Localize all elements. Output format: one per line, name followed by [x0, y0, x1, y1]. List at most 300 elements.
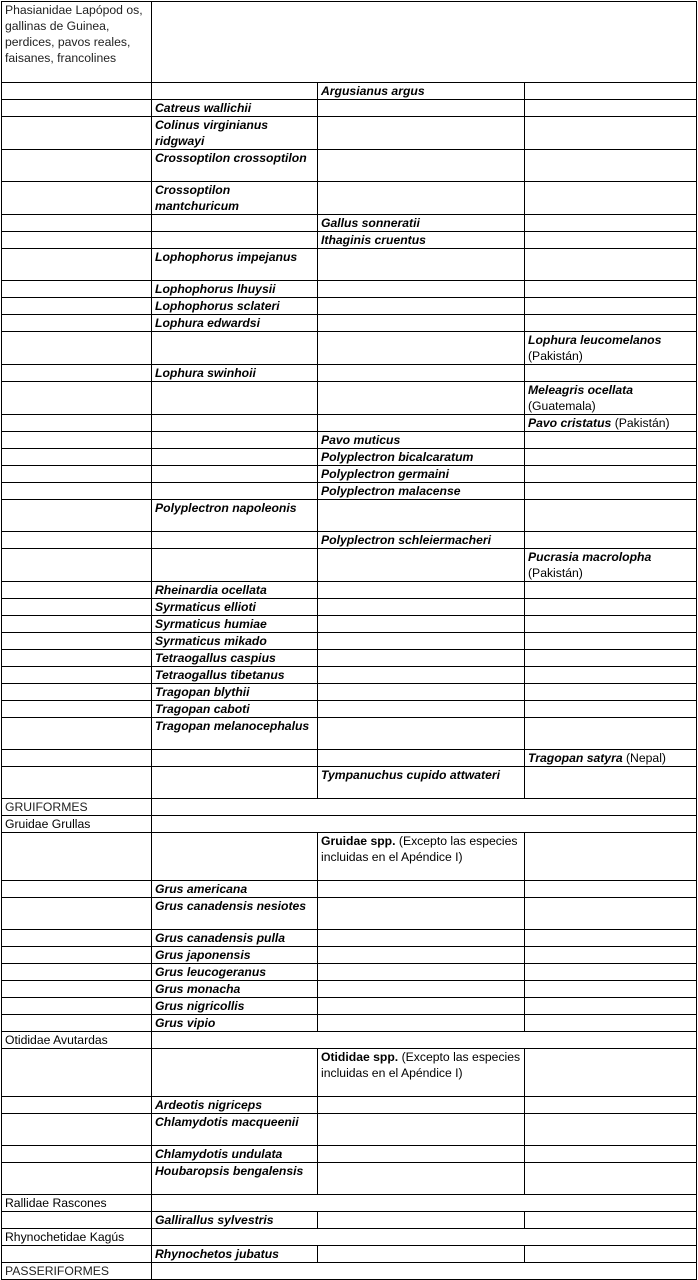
- empty-cell: [2, 701, 152, 718]
- empty-cell: [2, 281, 152, 298]
- species-name: Crossoptilon mantchuricum: [155, 183, 239, 213]
- empty-cell: [318, 718, 525, 750]
- empty-cell: [525, 1114, 697, 1146]
- species-name: Catreus wallichii: [155, 101, 252, 115]
- species-row: [2, 1049, 697, 1097]
- empty-cell: [525, 998, 697, 1015]
- species-name: Ardeotis nigriceps: [155, 1098, 263, 1112]
- species-row: [2, 549, 697, 582]
- empty-cell: [152, 549, 318, 582]
- empty-cell: [2, 1212, 152, 1229]
- species-name: Tragopan blythii: [155, 685, 250, 699]
- family-name: Rhynochetidae: [5, 1230, 87, 1244]
- species-row: [2, 182, 697, 215]
- family-common-name: Lapópod os, gallinas de Guinea, perdices, pavos reales, faisanes, francolines: [5, 3, 143, 65]
- empty-cell: [152, 449, 318, 466]
- empty-cell: [2, 332, 152, 365]
- empty-cell: [2, 947, 152, 964]
- family-common-name: Avutardas: [53, 1033, 108, 1047]
- species-name: Pavo muticus: [321, 433, 401, 447]
- empty-cell: [2, 981, 152, 998]
- empty-cell: [525, 881, 697, 898]
- empty-cell: [2, 898, 152, 930]
- species-name: Ithaginis cruentus: [321, 233, 426, 247]
- empty-cell: [318, 616, 525, 633]
- family-cell: [2, 816, 152, 833]
- empty-cell: [2, 667, 152, 684]
- family-cell: [2, 1195, 152, 1212]
- empty-cell: [318, 249, 525, 281]
- appendix-i-cell: [152, 701, 318, 718]
- species-note: (Excepto las especies incluidas en el Apéndice I): [321, 1050, 521, 1080]
- empty-cell: [2, 1015, 152, 1032]
- appendix-i-cell: [152, 998, 318, 1015]
- species-row: [2, 281, 697, 298]
- empty-cell: [318, 332, 525, 365]
- empty-cell: [2, 549, 152, 582]
- empty-cell: [318, 500, 525, 532]
- empty-cell: [152, 1032, 697, 1049]
- empty-cell: [525, 466, 697, 483]
- empty-cell: [525, 315, 697, 332]
- empty-cell: [152, 83, 318, 100]
- appendix-ii-cell: [318, 1049, 525, 1097]
- empty-cell: [318, 898, 525, 930]
- species-name: Grus leucogeranus: [155, 965, 267, 979]
- empty-cell: [318, 415, 525, 432]
- order-row: [2, 799, 697, 816]
- appendix-iii-cell: [525, 415, 697, 432]
- appendix-i-cell: [152, 100, 318, 117]
- species-name: Lophura leucomelanos: [528, 333, 662, 347]
- order-cell: PASSERIFORMES: [2, 1263, 152, 1280]
- species-name: Grus nigricollis: [155, 999, 245, 1013]
- empty-cell: [525, 1097, 697, 1114]
- species-row: [2, 100, 697, 117]
- family-name: Gruidae: [5, 817, 49, 831]
- empty-cell: [525, 833, 697, 881]
- species-row: [2, 532, 697, 549]
- empty-cell: [318, 633, 525, 650]
- family-name: Rallidae: [5, 1196, 50, 1210]
- species-note: (Nepal): [622, 751, 666, 765]
- empty-cell: [152, 532, 318, 549]
- appendix-i-cell: [152, 365, 318, 382]
- appendix-ii-cell: [318, 532, 525, 549]
- empty-cell: [2, 998, 152, 1015]
- empty-cell: [2, 616, 152, 633]
- appendix-i-cell: [152, 599, 318, 616]
- species-row: [2, 767, 697, 799]
- order-cell: GRUIFORMES: [2, 799, 152, 816]
- empty-cell: [525, 249, 697, 281]
- family-row: [2, 816, 697, 833]
- species-row: [2, 1114, 697, 1146]
- appendix-i-cell: [152, 1212, 318, 1229]
- species-row: [2, 650, 697, 667]
- appendix-i-cell: [152, 117, 318, 150]
- appendix-ii-cell: [318, 833, 525, 881]
- species-row: [2, 947, 697, 964]
- empty-cell: [152, 1049, 318, 1097]
- species-row: [2, 232, 697, 249]
- empty-cell: [318, 667, 525, 684]
- species-name: Syrmaticus mikado: [155, 634, 267, 648]
- empty-cell: [152, 833, 318, 881]
- empty-cell: [318, 1246, 525, 1263]
- empty-cell: [2, 432, 152, 449]
- empty-cell: [2, 415, 152, 432]
- empty-cell: [318, 1015, 525, 1032]
- empty-cell: [2, 1146, 152, 1163]
- empty-cell: [525, 684, 697, 701]
- empty-cell: [318, 930, 525, 947]
- species-name: Grus americana: [155, 882, 248, 896]
- empty-cell: [2, 298, 152, 315]
- species-name: Houbaropsis bengalensis: [155, 1164, 304, 1178]
- species-row: [2, 616, 697, 633]
- appendix-i-cell: [152, 1163, 318, 1195]
- empty-cell: [525, 117, 697, 150]
- empty-cell: [525, 1163, 697, 1195]
- family-row: [2, 2, 697, 83]
- empty-cell: [318, 684, 525, 701]
- family-cell: [2, 2, 152, 83]
- empty-cell: [2, 964, 152, 981]
- empty-cell: [525, 500, 697, 532]
- empty-cell: [525, 947, 697, 964]
- species-name: Grus monacha: [155, 982, 241, 996]
- empty-cell: [318, 582, 525, 599]
- empty-cell: [152, 1263, 697, 1280]
- species-row: [2, 881, 697, 898]
- empty-cell: [2, 500, 152, 532]
- appendix-i-cell: [152, 1015, 318, 1032]
- species-name: Lophophorus impejanus: [155, 250, 298, 264]
- empty-cell: [2, 150, 152, 182]
- empty-cell: [525, 930, 697, 947]
- species-name: Lophophorus lhuysii: [155, 282, 276, 296]
- empty-cell: [318, 701, 525, 718]
- species-name: Tragopan caboti: [155, 702, 250, 716]
- appendix-i-cell: [152, 947, 318, 964]
- family-common-name: Rascones: [52, 1196, 107, 1210]
- empty-cell: [318, 947, 525, 964]
- species-name: Polyplectron napoleonis: [155, 501, 297, 515]
- species-name: Syrmaticus ellioti: [155, 600, 256, 614]
- empty-cell: [318, 100, 525, 117]
- appendix-i-cell: [152, 650, 318, 667]
- species-name: Grus japonensis: [155, 948, 251, 962]
- species-row: [2, 1146, 697, 1163]
- empty-cell: [2, 315, 152, 332]
- empty-cell: [525, 532, 697, 549]
- empty-cell: [152, 767, 318, 799]
- species-name: Crossoptilon crossoptilon: [155, 151, 307, 165]
- species-name: Grus canadensis nesiotes: [155, 899, 307, 913]
- empty-cell: [2, 215, 152, 232]
- empty-cell: [318, 365, 525, 382]
- empty-cell: [318, 1146, 525, 1163]
- appendix-i-cell: [152, 898, 318, 930]
- empty-cell: [152, 415, 318, 432]
- empty-cell: [2, 1114, 152, 1146]
- family-name: Phasianidae: [5, 3, 73, 17]
- appendix-iii-cell: [525, 549, 697, 582]
- family-common-name: Grullas: [51, 817, 91, 831]
- empty-cell: [525, 1212, 697, 1229]
- empty-cell: [152, 232, 318, 249]
- empty-cell: [525, 100, 697, 117]
- appendix-i-cell: [152, 1146, 318, 1163]
- empty-cell: [2, 930, 152, 947]
- empty-cell: [2, 599, 152, 616]
- species-name: Lophura edwardsi: [155, 316, 260, 330]
- species-name: Tetraogallus caspius: [155, 651, 276, 665]
- appendix-i-cell: [152, 881, 318, 898]
- species-row: [2, 415, 697, 432]
- species-row: [2, 701, 697, 718]
- empty-cell: [525, 582, 697, 599]
- species-row: [2, 382, 697, 415]
- species-row: [2, 1246, 697, 1263]
- species-name: Grus vipio: [155, 1016, 216, 1030]
- empty-cell: [152, 382, 318, 415]
- species-name: Tympanuchus cupido attwateri: [321, 768, 500, 782]
- empty-cell: [525, 483, 697, 500]
- empty-cell: [525, 981, 697, 998]
- family-row: [2, 1195, 697, 1212]
- empty-cell: [2, 833, 152, 881]
- appendix-i-cell: [152, 1114, 318, 1146]
- higher-taxon-name: Gruidae spp.: [321, 834, 396, 848]
- species-name: Gallirallus sylvestris: [155, 1213, 274, 1227]
- empty-cell: [2, 232, 152, 249]
- species-row: [2, 500, 697, 532]
- empty-cell: [2, 100, 152, 117]
- empty-cell: [525, 1015, 697, 1032]
- empty-cell: [525, 767, 697, 799]
- family-name: Otididae: [5, 1033, 51, 1047]
- appendix-i-cell: [152, 150, 318, 182]
- family-row: [2, 1032, 697, 1049]
- empty-cell: [152, 466, 318, 483]
- species-name: Grus canadensis pulla: [155, 931, 286, 945]
- empty-cell: [152, 432, 318, 449]
- empty-cell: [318, 964, 525, 981]
- species-row: [2, 449, 697, 466]
- empty-cell: [152, 1195, 697, 1212]
- empty-cell: [2, 1163, 152, 1195]
- empty-cell: [2, 83, 152, 100]
- appendix-i-cell: [152, 616, 318, 633]
- species-row: [2, 898, 697, 930]
- species-name: Rheinardia ocellata: [155, 583, 267, 597]
- species-note: (Pakistán): [611, 416, 670, 430]
- empty-cell: [525, 232, 697, 249]
- empty-cell: [525, 1049, 697, 1097]
- empty-cell: [318, 1163, 525, 1195]
- empty-cell: [525, 667, 697, 684]
- appendix-i-cell: [152, 298, 318, 315]
- empty-cell: [2, 633, 152, 650]
- empty-cell: [318, 998, 525, 1015]
- empty-cell: [2, 684, 152, 701]
- empty-cell: [525, 281, 697, 298]
- empty-cell: [525, 432, 697, 449]
- empty-cell: [318, 1097, 525, 1114]
- empty-cell: [2, 582, 152, 599]
- appendix-ii-cell: [318, 449, 525, 466]
- appendix-iii-cell: [525, 332, 697, 365]
- empty-cell: [318, 182, 525, 215]
- order-row: [2, 1263, 697, 1280]
- species-row: [2, 684, 697, 701]
- family-cell: [2, 1229, 152, 1246]
- species-name: Gallus sonneratii: [321, 216, 420, 230]
- species-row: [2, 964, 697, 981]
- family-row: [2, 1229, 697, 1246]
- empty-cell: [525, 449, 697, 466]
- empty-cell: [152, 750, 318, 767]
- appendix-i-cell: [152, 315, 318, 332]
- empty-cell: [2, 881, 152, 898]
- empty-cell: [525, 1146, 697, 1163]
- species-name: Polyplectron schleiermacheri: [321, 533, 492, 547]
- species-name: Chlamydotis undulata: [155, 1147, 283, 1161]
- species-row: [2, 833, 697, 881]
- empty-cell: [318, 315, 525, 332]
- species-row: [2, 981, 697, 998]
- species-row: [2, 1212, 697, 1229]
- species-row: [2, 998, 697, 1015]
- species-row: [2, 249, 697, 281]
- higher-taxon-name: Otididae spp.: [321, 1050, 399, 1064]
- species-row: [2, 582, 697, 599]
- appendix-i-cell: [152, 964, 318, 981]
- empty-cell: [2, 365, 152, 382]
- species-row: [2, 633, 697, 650]
- family-common-name: Kagús: [89, 1230, 125, 1244]
- empty-cell: [152, 816, 697, 833]
- species-row: [2, 599, 697, 616]
- empty-cell: [318, 981, 525, 998]
- species-note: (Excepto las especies incluidas en el Apéndice I): [321, 834, 518, 864]
- empty-cell: [318, 599, 525, 616]
- species-name: Polyplectron malacense: [321, 484, 461, 498]
- empty-cell: [2, 1097, 152, 1114]
- species-row: [2, 332, 697, 365]
- empty-cell: [318, 750, 525, 767]
- appendix-ii-cell: [318, 483, 525, 500]
- appendix-ii-cell: [318, 466, 525, 483]
- empty-cell: [525, 215, 697, 232]
- appendix-i-cell: [152, 930, 318, 947]
- empty-cell: [318, 1114, 525, 1146]
- appendix-i-cell: [152, 1246, 318, 1263]
- empty-cell: [318, 117, 525, 150]
- appendix-i-cell: [152, 1097, 318, 1114]
- table-body: [2, 2, 697, 1280]
- empty-cell: [2, 182, 152, 215]
- species-row: [2, 117, 697, 150]
- appendix-ii-cell: [318, 83, 525, 100]
- species-row: [2, 750, 697, 767]
- species-row: [2, 83, 697, 100]
- family-cell: [2, 1032, 152, 1049]
- empty-cell: [525, 150, 697, 182]
- empty-cell: [2, 1246, 152, 1263]
- empty-cell: [525, 964, 697, 981]
- species-name: Syrmaticus humiae: [155, 617, 267, 631]
- species-name: Lophophorus sclateri: [155, 299, 280, 313]
- empty-cell: [525, 650, 697, 667]
- empty-cell: [2, 466, 152, 483]
- appendix-i-cell: [152, 249, 318, 281]
- appendix-iii-cell: [525, 382, 697, 415]
- empty-cell: [2, 249, 152, 281]
- species-row: [2, 298, 697, 315]
- empty-cell: [2, 1049, 152, 1097]
- species-note: (Pakistán): [528, 566, 583, 580]
- empty-cell: [525, 718, 697, 750]
- empty-cell: [525, 633, 697, 650]
- empty-cell: [152, 332, 318, 365]
- species-note: (Guatemala): [528, 399, 596, 413]
- appendix-ii-cell: [318, 767, 525, 799]
- appendix-ii-cell: [318, 215, 525, 232]
- appendix-i-cell: [152, 684, 318, 701]
- empty-cell: [2, 117, 152, 150]
- species-name: Argusianus argus: [321, 84, 425, 98]
- species-row: [2, 215, 697, 232]
- species-row: [2, 930, 697, 947]
- empty-cell: [525, 1246, 697, 1263]
- appendix-i-cell: [152, 981, 318, 998]
- empty-cell: [318, 298, 525, 315]
- empty-cell: [525, 616, 697, 633]
- empty-cell: [2, 767, 152, 799]
- appendix-i-cell: [152, 182, 318, 215]
- empty-cell: [2, 718, 152, 750]
- species-name: Colinus virginianus ridgwayi: [155, 118, 269, 148]
- species-name: Lophura swinhoii: [155, 366, 256, 380]
- empty-cell: [525, 298, 697, 315]
- appendix-i-cell: [152, 500, 318, 532]
- empty-cell: [318, 881, 525, 898]
- species-name: Polyplectron bicalcaratum: [321, 450, 474, 464]
- species-row: [2, 365, 697, 382]
- empty-cell: [318, 1212, 525, 1229]
- empty-cell: [318, 150, 525, 182]
- species-row: [2, 483, 697, 500]
- species-row: [2, 466, 697, 483]
- empty-cell: [525, 365, 697, 382]
- empty-cell: [152, 2, 697, 83]
- empty-cell: [2, 650, 152, 667]
- empty-cell: [318, 650, 525, 667]
- empty-cell: [2, 382, 152, 415]
- species-name: Pavo cristatus: [528, 416, 612, 430]
- species-name: Polyplectron germaini: [321, 467, 449, 481]
- species-row: [2, 1163, 697, 1195]
- appendix-i-cell: [152, 281, 318, 298]
- empty-cell: [525, 599, 697, 616]
- empty-cell: [318, 382, 525, 415]
- empty-cell: [152, 799, 697, 816]
- empty-cell: [152, 1229, 697, 1246]
- species-name: Tetraogallus tibetanus: [155, 668, 285, 682]
